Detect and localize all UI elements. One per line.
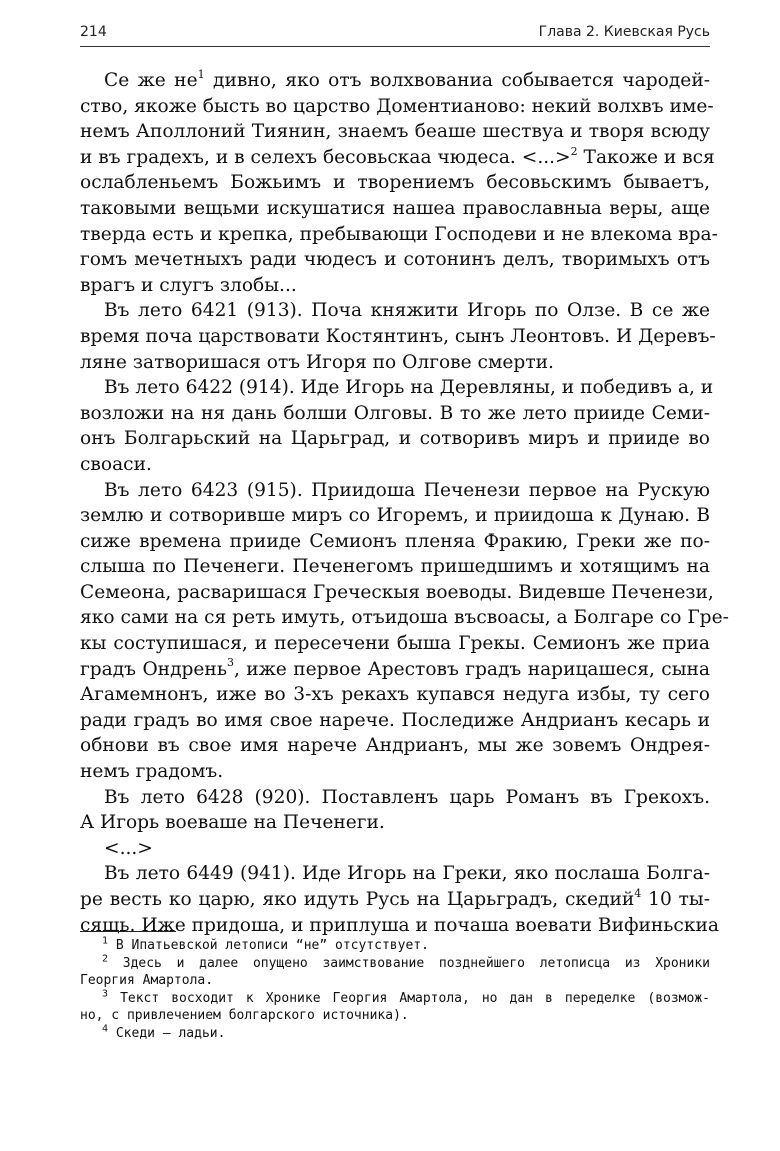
main-text bbox=[80, 67, 729, 938]
text-line: сиже времена прииде Семионъ пленяа Фракию, Греки же по- bbox=[80, 530, 710, 552]
text-line: своаси. bbox=[80, 453, 152, 475]
footnotes bbox=[80, 937, 710, 1043]
running-head bbox=[80, 22, 710, 46]
text-line: время поча царствовати Костянтинъ, сынъ Леонтовъ. И Деревъ- bbox=[80, 325, 716, 347]
text-line: онъ Болгарьский на Царьград, и сотворивъ миръ и прииде во bbox=[80, 428, 710, 450]
footnote-2: $^2$ Здесь и далее опущено заимствование позднейшего летописца из Хроники bbox=[102, 953, 710, 971]
text-line: Агамемнонъ, иже во 3-хъ рекахъ купався недуга избы, ту сего bbox=[80, 684, 710, 706]
text-line: и въ градехъ, и в селехъ бесовьскаа чюдеса. <...>$^2$ Такоже и вся bbox=[80, 144, 715, 168]
text-line: слыша по Печенеги. Печенегомъ пришедшимъ и хотящимъ на bbox=[80, 556, 710, 578]
text-line: Въ лето 6422 (914). Иде Игорь на Деревляны, и победивъ а, и bbox=[104, 377, 714, 399]
text-line: ство, якоже бысть во царство Доментианово: некий волхвъ име- bbox=[80, 95, 714, 117]
text-line: ради градъ во имя свое нарече. Последиже Андрианъ кесарь и bbox=[80, 709, 710, 731]
footnote-ref-4[interactable]: 4 bbox=[634, 886, 642, 900]
text-line: сящь. Иже придоша, и приплуша и почаша воевати Вифиньскиа bbox=[80, 914, 719, 936]
text-line: Въ лето 6428 (920). Поставленъ царь Романъ въ Грекохъ. bbox=[104, 786, 710, 808]
footnote-ref-1[interactable]: 1 bbox=[197, 67, 205, 81]
text-line: кы соступишася, и пересечени быша Грекы. Семионъ же приа bbox=[80, 633, 710, 655]
header-rule bbox=[80, 46, 710, 47]
text-line: возложи на ня дань болши Олговы. В то же лето прииде Семи- bbox=[80, 402, 710, 424]
footnote-ref-3[interactable]: 3 bbox=[226, 656, 234, 670]
text-line: Семеона, расваришася Греческыя воеводы. Видевше Печенези, bbox=[80, 581, 714, 603]
text-line: Въ лето 6449 (941). Иде Игорь на Греки, яко послаша Болга- bbox=[104, 863, 710, 885]
text-line: землю и сотворивше миръ со Игоремъ, и приидоша к Дунаю. В bbox=[80, 505, 710, 527]
footnote-1: $^1$ В Ипатьевской летописи “не” отсутствует. bbox=[102, 935, 429, 953]
chapter-title: Глава 2. Киевская Русь bbox=[538, 24, 710, 40]
text-line: яко сами на ся реть имуть, отъидоша въсвоасы, а Болгаре со Гре- bbox=[80, 607, 729, 629]
footnote-rule bbox=[80, 931, 176, 932]
text-line: ляне затворишася отъ Игоря по Олгове смерти. bbox=[80, 351, 554, 373]
text-line: Се же не$^1$ дивно, яко отъ волхвованиа собывается чародей- bbox=[104, 67, 710, 91]
footnote-2-cont: Георгия Амартола. bbox=[80, 973, 214, 989]
text-line: тверда есть и крепка, пребывающи Господеви и не влекома вра- bbox=[80, 223, 718, 245]
text-line: немъ Аполлоний Тиянин, знаемъ беаше шествуа и творя всюду bbox=[80, 121, 710, 143]
text-line: таковыми вещьми искушатися нашеа православныа веры, аще bbox=[80, 197, 710, 219]
text-line: <...> bbox=[104, 837, 153, 859]
text-line: Въ лето 6423 (915). Приидоша Печенези первое на Рускую bbox=[104, 479, 710, 501]
text-line: гомъ мечетныхъ ради чюдесъ и сотонинъ делъ, творимыхъ отъ bbox=[80, 249, 710, 271]
text-line: градъ Ондрень$^3$, иже первое Арестовъ градъ нарицашеся, сына bbox=[80, 656, 710, 680]
footnote-4: $^4$ Скеди – ладьи. bbox=[102, 1023, 226, 1041]
text-line: ослабленьемъ Божьимъ и творениемъ бесовьскимъ бываетъ, bbox=[80, 172, 710, 194]
text-line: врагъ и слугъ злобы... bbox=[80, 274, 297, 296]
text-line: Въ лето 6421 (913). Поча княжити Игорь по Олзе. В се же bbox=[104, 300, 710, 322]
text-line: ре весть ко царю, яко идуть Русь на Царьградъ, скедий$^4$ 10 ты- bbox=[80, 886, 710, 910]
footnote-3: $^3$ Текст восходит к Хронике Георгия Амартола, но дан в переделке (возмож- bbox=[102, 988, 710, 1006]
text-line: немъ градомъ. bbox=[80, 761, 224, 783]
text-line: А Игорь воеваше на Печенеги. bbox=[80, 812, 385, 834]
footnote-3-cont: но, с привлечением болгарского источника). bbox=[80, 1008, 409, 1024]
footnote-ref-2[interactable]: 2 bbox=[570, 144, 578, 158]
text-line: обнови въ свое имя нарече Андрианъ, мы же зовемъ Ондрея- bbox=[80, 735, 710, 757]
page-number: 214 bbox=[80, 24, 107, 40]
